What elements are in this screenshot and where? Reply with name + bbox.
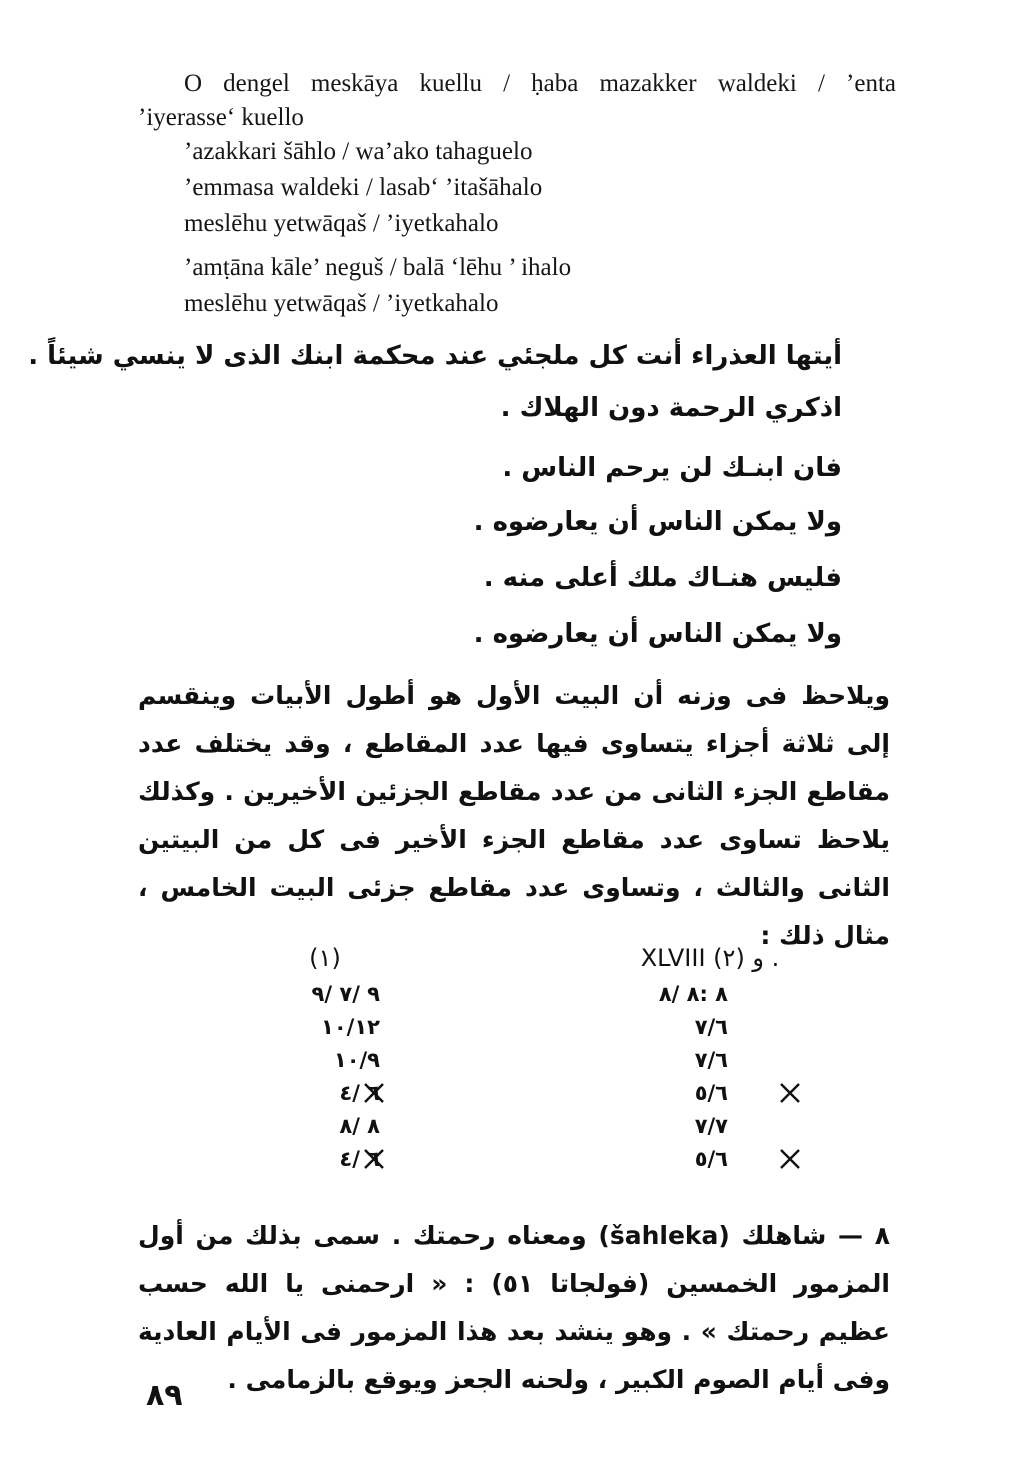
transliteration-line: meslēhu yetwāqaš / ’iyetkahalo xyxy=(184,210,499,237)
poem-line: فليس هنـاك ملك أعلى منه . xyxy=(483,563,842,593)
x-mark-icon xyxy=(362,1143,386,1176)
count-value: ١٠/١٢ xyxy=(321,1015,380,1039)
poem-line: أيتها العذراء أنت كل ملجئي عند محكمة ابنك الذى لا ينسي شيئاً . xyxy=(28,341,842,371)
count-row xyxy=(220,1011,480,1044)
transliteration-line: ’azakkari šāhlo / wa’ako tahaguelo xyxy=(184,138,533,165)
meter-paragraph xyxy=(138,672,890,960)
column-heading: (١) xyxy=(309,944,341,972)
count-value: ١٠/٩ xyxy=(333,1048,380,1072)
count-value: ٦ /٤ xyxy=(339,1081,380,1105)
count-row xyxy=(220,978,480,1011)
count-value: ٨ :٨ /٨ xyxy=(658,982,728,1006)
count-row xyxy=(580,1077,840,1110)
count-row xyxy=(580,1011,840,1044)
column-heading: XLVIII و (٢) . xyxy=(640,944,780,972)
syllable-column-2 xyxy=(580,938,840,1176)
count-row xyxy=(580,1110,840,1143)
transliteration-line: ’amṭāna kāle’ neguš / balā ‘lēhu ’ ihalo xyxy=(184,254,572,281)
poem-line: فان ابنـك لن يرحم الناس . xyxy=(502,453,842,483)
transliteration-line: ’iyerasse‘ kuello xyxy=(138,104,304,131)
count-value: ٧/٦ xyxy=(694,1048,728,1072)
syllable-column-1 xyxy=(220,938,480,1176)
count-row xyxy=(220,1077,480,1110)
count-row xyxy=(220,1044,480,1077)
transliteration-line: meslēhu yetwāqaš / ’iyetkahalo xyxy=(184,290,499,317)
page-number: ٨٩ xyxy=(146,1378,183,1413)
x-mark-icon xyxy=(778,1077,802,1110)
count-row xyxy=(220,1110,480,1143)
transliteration-line: O dengel meskāya kuellu / ḥaba mazakker waldeki / ’enta xyxy=(184,70,896,97)
poem-line: ولا يمكن الناس أن يعارضوه . xyxy=(473,507,842,537)
count-value: ٨ /٨ xyxy=(339,1114,380,1138)
transliteration-line: ’emmasa waldeki / lasab‘ ’itašāhalo xyxy=(184,174,543,201)
count-value: ٧/٧ xyxy=(694,1114,728,1138)
count-row xyxy=(220,1143,480,1176)
count-row xyxy=(580,978,840,1011)
paragraph-text: ٨ — شاهلك (šahleka) ومعناه رحمتك . سمى بذلك من أول المزمور الخمسين (فولجاتا ٥١) : « ارحمنى يا الله حسب عظيم رحمتك » . وهو ينشد بعد هذا المزمور فى الأيام العادية وفى أيام الصوم الكبير ، ولحنه الجعز ويوقع بالزمامى . xyxy=(138,1221,890,1394)
count-value: ٥/٦ xyxy=(694,1081,728,1105)
poem-line: اذكري الرحمة دون الهلاك . xyxy=(500,393,842,423)
count-value: ٧/٦ xyxy=(694,1015,728,1039)
section-8-paragraph xyxy=(138,1212,890,1404)
count-value: ٦ /٤ xyxy=(339,1147,380,1171)
x-mark-icon xyxy=(778,1143,802,1176)
poem-line: ولا يمكن الناس أن يعارضوه . xyxy=(473,619,842,649)
count-row xyxy=(580,1143,840,1176)
paragraph-text: ويلاحظ فى وزنه أن البيت الأول هو أطول الأبيات وينقسم إلى ثلاثة أجزاء يتساوى فيها عدد المقاطع ، وقد يختلف عدد مقاطع الجزء الثانى من عدد مقاطع الجزئين الأخيرين . وكذلك يلاحظ تساوى عدد مقاطع الجزء الأخير فى كل من البيتين الثانى والثالث ، وتساوى عدد مقاطع جزئى البيت الخامس ، مثال ذلك : xyxy=(138,681,890,950)
count-row xyxy=(580,1044,840,1077)
count-value: ٥/٦ xyxy=(694,1147,728,1171)
count-value: ٩ /٧ /٩ xyxy=(311,982,380,1006)
x-mark-icon xyxy=(362,1077,386,1110)
